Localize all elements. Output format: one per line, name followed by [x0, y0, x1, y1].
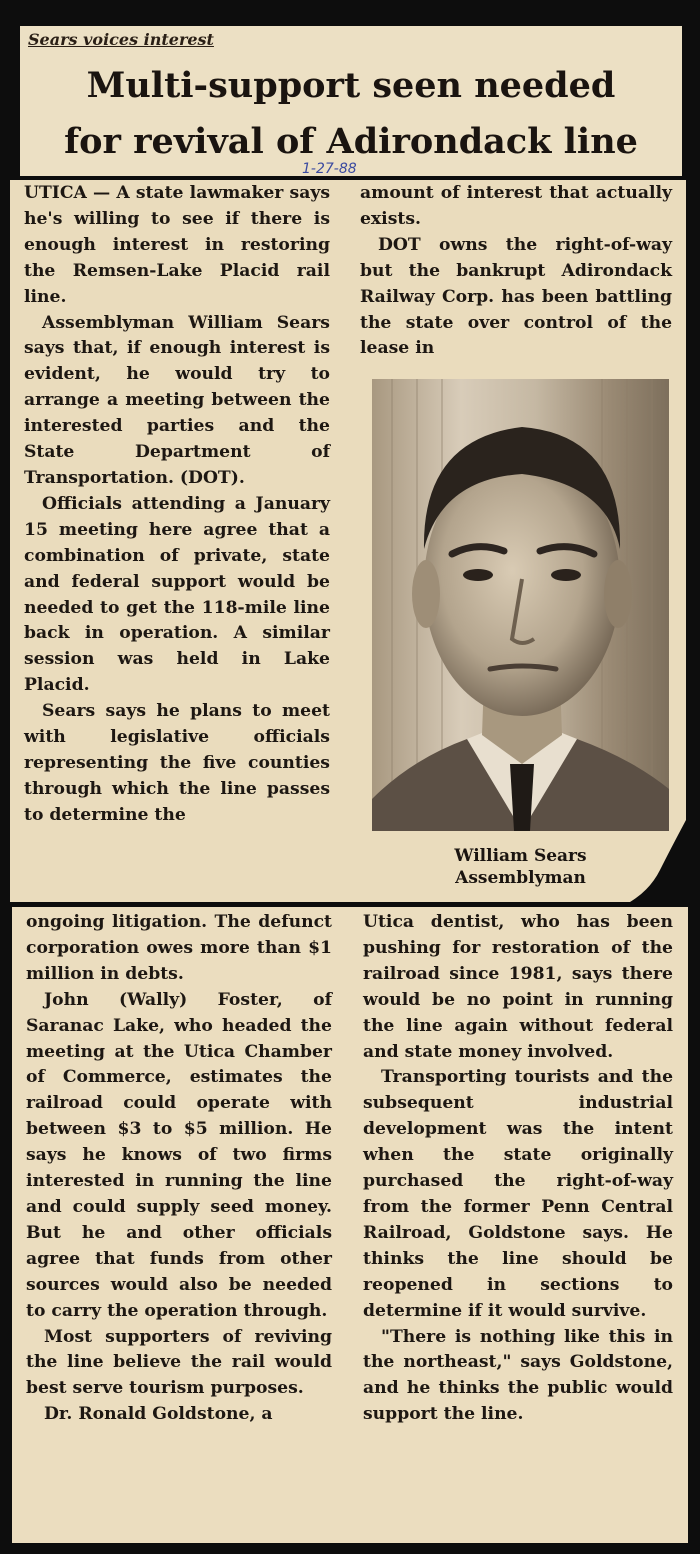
article-column-3 [26, 910, 332, 1428]
handwritten-date: 1-27-88 [302, 161, 357, 177]
article-clipping-top [10, 180, 686, 902]
paragraph: Assemblyman William Sears says that, if enough interest is evident, he would try to arrange a meeting between the interested parties and the State Department of Transportation. (DOT). [24, 312, 330, 488]
paragraph: Utica dentist, who has been pushing for restoration of the railroad since 1981, says there would be no point in running the line again without federal and state money involved. [363, 912, 673, 1062]
headline-line-1: Multi-support seen needed [86, 65, 616, 106]
paragraph: UTICA — A state lawmaker says he's willing to see if there is enough interest in restoring the Remsen-Lake Placid rail line. [24, 183, 330, 307]
paragraph: Most supporters of reviving the line believe the rail would best serve tourism purposes. [26, 1326, 332, 1399]
article-column-1 [24, 181, 330, 829]
caption-name: William Sears [454, 846, 587, 866]
caption-title: Assemblyman [455, 868, 586, 888]
paragraph: amount of interest that actually exists. [360, 183, 672, 229]
headline-line-2: for revival of Adirondack line [64, 121, 638, 162]
article-column-4 [363, 910, 673, 1428]
headline-clipping [20, 26, 682, 176]
paragraph: Officials attending a January 15 meeting here agree that a combination of private, state and federal support would be needed to get the 118-mile line back in operation. A similar session was held in Lake Placid. [24, 493, 330, 696]
paragraph: John (Wally) Foster, of Saranac Lake, who headed the meeting at the Utica Chamber of Commerce, estimates the railroad could operate with between $3 to $5 million. He says he knows of two firms interested in running the line and could supply seed money. But he and other officials agree that funds from other sources would also be needed to carry the operation through. [26, 989, 332, 1321]
kicker-label: Sears voices interest [28, 30, 214, 49]
paragraph: DOT owns the right-of-way but the bankrupt Adirondack Railway Corp. has been battling the state over control of the lease in [360, 234, 672, 359]
torn-corner [630, 820, 686, 902]
portrait-photo [372, 379, 669, 831]
paragraph: "There is nothing like this in the northeast," says Goldstone, and he thinks the public would support the line. [363, 1326, 673, 1425]
portrait-image [372, 379, 669, 831]
paragraph: Transporting tourists and the subsequent industrial development was the intent when the state originally purchased the right-of-way from the former Penn Central Railroad, Goldstone says. He thinks the line should be reopened in sections to determine if it would survive. [363, 1067, 673, 1321]
article-clipping-bottom [12, 907, 688, 1543]
paragraph: Dr. Ronald Goldstone, a [44, 1404, 273, 1425]
paragraph: ongoing litigation. The defunct corporation owes more than $1 million in debts. [26, 912, 332, 984]
photo-caption [372, 845, 669, 889]
paragraph: Sears says he plans to meet with legislative officials representing the five counties through which the line passes to determine the [24, 701, 330, 825]
article-column-2 [360, 181, 672, 362]
